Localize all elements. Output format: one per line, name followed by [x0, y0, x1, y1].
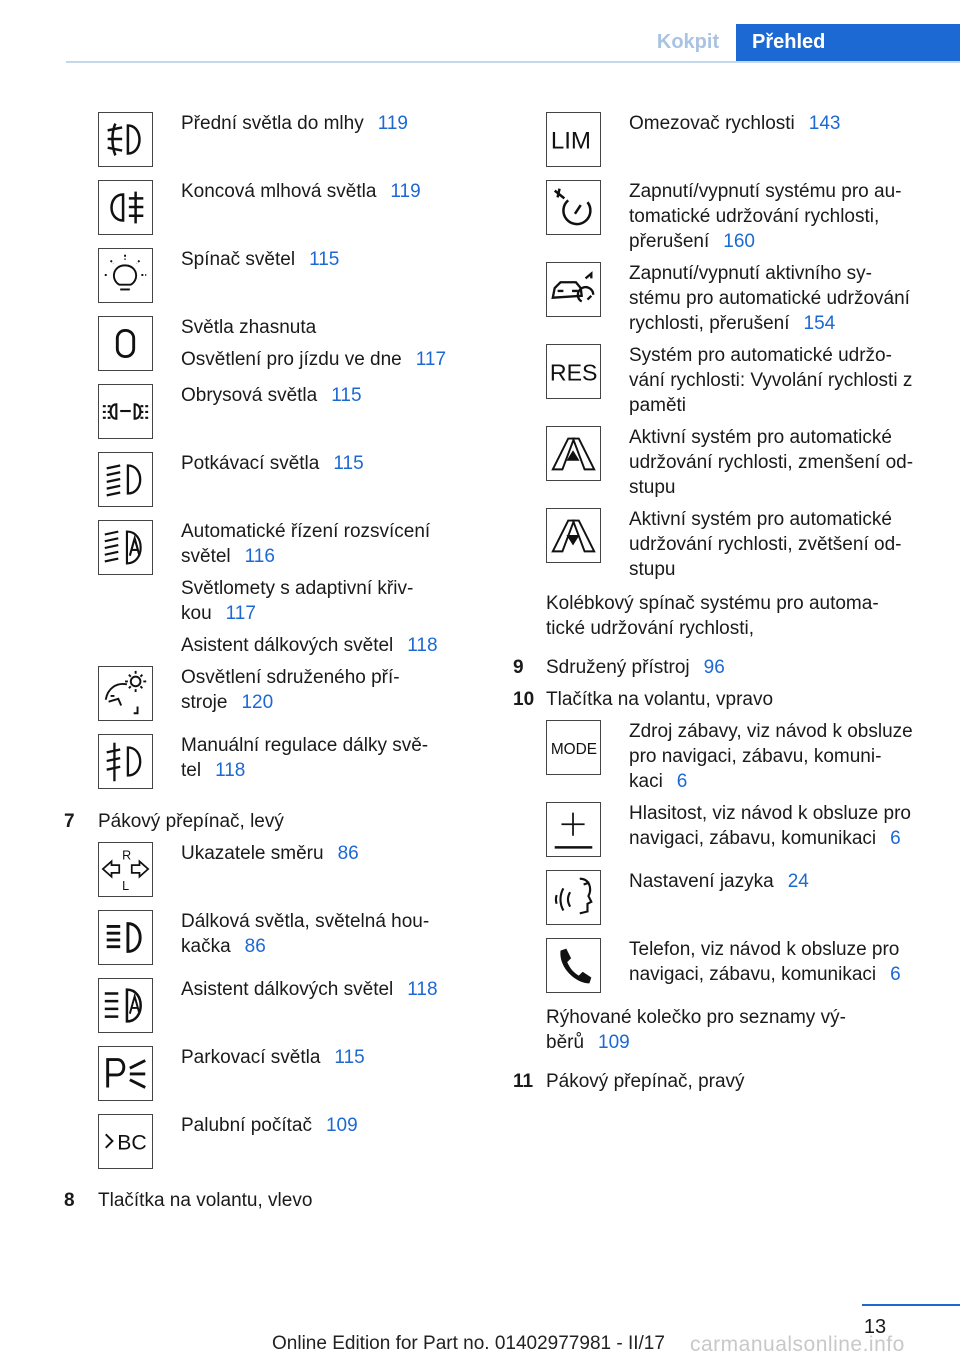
item-rear-fog: Koncová mlhová světla 119 — [181, 181, 421, 202]
section-10-title: Tlačítka na volantu, vpravo — [546, 689, 774, 710]
item-high-beam-assist-2: Asistent dálkových světel 118 — [181, 979, 438, 1000]
section-9-number: 9 — [513, 657, 524, 678]
header-divider — [66, 61, 960, 63]
item-resume-l3: paměti — [629, 395, 687, 416]
rear-fog-light-icon — [98, 180, 153, 235]
section-9-title: Sdružený přístroj 96 — [546, 657, 725, 678]
low-beam-icon — [98, 452, 153, 507]
section-11-title: Pákový přepínač, pravý — [546, 1071, 745, 1092]
page-number: 13 — [863, 1316, 887, 1338]
item-light-switch: Spínač světel 115 — [181, 249, 340, 270]
distance-increase-icon — [546, 508, 601, 563]
item-low-beam: Potkávací světla 115 — [181, 453, 364, 474]
svg-text:L: L — [122, 879, 130, 894]
item-active-cruise-l3: rychlosti, přerušení 154 — [629, 313, 836, 334]
item-headlight-range-l1: Manuální regulace dálky svě- — [181, 735, 429, 756]
tab-prehled[interactable]: Přehled — [736, 24, 960, 61]
side-lights-icon — [98, 384, 153, 439]
item-mode-l1: Zdroj zábavy, viz návod k obsluze — [629, 721, 913, 742]
high-beam-assist-icon — [98, 978, 153, 1033]
parking-lights-icon — [98, 1046, 153, 1101]
resume-icon — [546, 344, 601, 399]
item-distance-decrease-l3: stupu — [629, 477, 676, 498]
item-lights-off: Světla zhasnuta — [181, 317, 317, 338]
thumbwheel-l2: běrů 109 — [546, 1032, 630, 1053]
phone-icon — [546, 938, 601, 993]
tab-kokpit[interactable]: Kokpit — [656, 31, 720, 53]
item-distance-increase-l3: stupu — [629, 559, 676, 580]
item-distance-decrease-l2: udržování rychlosti, zmenšení od- — [629, 452, 914, 473]
item-active-cruise-l2: stému pro automatické udržování — [629, 288, 910, 309]
item-mode-l2: pro navigaci, zábavu, komuni- — [629, 746, 882, 767]
speed-limiter-icon — [546, 112, 601, 167]
svg-text:BC: BC — [117, 1131, 147, 1155]
svg-text:RES: RES — [549, 359, 598, 386]
item-mode-l3: kaci 6 — [629, 771, 688, 792]
section-8-title: Tlačítka na volantu, vlevo — [98, 1190, 313, 1211]
item-speed-limiter: Omezovač rychlosti 143 — [629, 113, 841, 134]
item-adaptive-l1: Světlomety s adaptivní křiv- — [181, 578, 414, 599]
item-volume-l2: navigaci, zábavu, komunikaci 6 — [629, 828, 901, 849]
footer-edition: Online Edition for Part no. 01402977981 - II/17 — [272, 1333, 665, 1354]
item-resume-l1: Systém pro automatické udržo- — [629, 345, 892, 366]
mode-icon — [546, 720, 601, 775]
volume-icon — [546, 802, 601, 857]
item-daytime-running: Osvětlení pro jízdu ve dne 117 — [181, 349, 447, 370]
item-voice: Nastavení jazyka 24 — [629, 871, 809, 892]
item-distance-increase-l1: Aktivní systém pro automatické — [629, 509, 892, 530]
high-beam-icon — [98, 910, 153, 965]
item-high-beam-assist: Asistent dálkových světel 118 — [181, 635, 438, 656]
svg-text:R: R — [122, 848, 132, 863]
section-10-number: 10 — [513, 689, 535, 710]
section-7-title: Pákový přepínač, levý — [98, 811, 284, 832]
item-headlight-range-l2: tel 118 — [181, 760, 246, 781]
item-auto-headlight-l1: Automatické řízení rozsvícení — [181, 521, 431, 542]
thumbwheel-l1: Rýhované kolečko pro seznamy vý- — [546, 1007, 846, 1028]
voice-control-icon — [546, 870, 601, 925]
section-11-number: 11 — [513, 1071, 534, 1092]
auto-headlight-icon — [98, 520, 153, 575]
rocker-switch-l2: tické udržování rychlosti, — [546, 618, 755, 639]
turn-signal-icon — [98, 842, 153, 897]
distance-decrease-icon — [546, 426, 601, 481]
item-cruise-l2: tomatické udržování rychlosti, — [629, 206, 880, 227]
onboard-computer-icon — [98, 1114, 153, 1169]
item-high-beam-l2: kačka 86 — [181, 936, 266, 957]
item-resume-l2: vání rychlosti: Vyvolání rychlosti z — [629, 370, 913, 391]
item-parking-lights: Parkovací světla 115 — [181, 1047, 365, 1068]
section-7-number: 7 — [64, 811, 75, 832]
cruise-control-icon — [546, 180, 601, 235]
footer-divider — [862, 1304, 960, 1306]
rocker-switch-l1: Kolébkový spínač systému pro automa- — [546, 593, 879, 614]
item-adaptive-l2: kou 117 — [181, 603, 256, 624]
watermark: carmanualsonline.info — [690, 1333, 905, 1356]
item-instrument-lighting-l1: Osvětlení sdruženého pří- — [181, 667, 400, 688]
item-instrument-lighting-l2: stroje 120 — [181, 692, 274, 713]
section-8-number: 8 — [64, 1190, 75, 1211]
item-onboard-computer: Palubní počítač 109 — [181, 1115, 358, 1136]
front-fog-light-icon — [98, 112, 153, 167]
item-distance-decrease-l1: Aktivní systém pro automatické — [629, 427, 892, 448]
light-switch-icon — [98, 248, 153, 303]
item-phone-l2: navigaci, zábavu, komunikaci 6 — [629, 964, 901, 985]
svg-text:LIM: LIM — [550, 127, 591, 155]
item-phone-l1: Telefon, viz návod k obsluze pro — [629, 939, 900, 960]
item-side-lights: Obrysová světla 115 — [181, 385, 362, 406]
instrument-lighting-icon — [98, 666, 153, 721]
item-distance-increase-l2: udržování rychlosti, zvětšení od- — [629, 534, 902, 555]
headlight-range-icon — [98, 734, 153, 789]
svg-text:MODE: MODE — [550, 740, 598, 758]
item-turn-signals: Ukazatele směru 86 — [181, 843, 359, 864]
item-volume-l1: Hlasitost, viz návod k obsluze pro — [629, 803, 911, 824]
lights-off-icon — [98, 316, 153, 371]
item-front-fog: Přední světla do mlhy 119 — [181, 113, 408, 134]
active-cruise-icon — [546, 262, 601, 317]
item-high-beam-l1: Dálková světla, světelná hou- — [181, 911, 430, 932]
item-cruise-l3: přerušení 160 — [629, 231, 755, 252]
item-cruise-l1: Zapnutí/vypnutí systému pro au- — [629, 181, 902, 202]
item-auto-headlight-l2: světel 116 — [181, 546, 275, 567]
item-active-cruise-l1: Zapnutí/vypnutí aktivního sy- — [629, 263, 872, 284]
